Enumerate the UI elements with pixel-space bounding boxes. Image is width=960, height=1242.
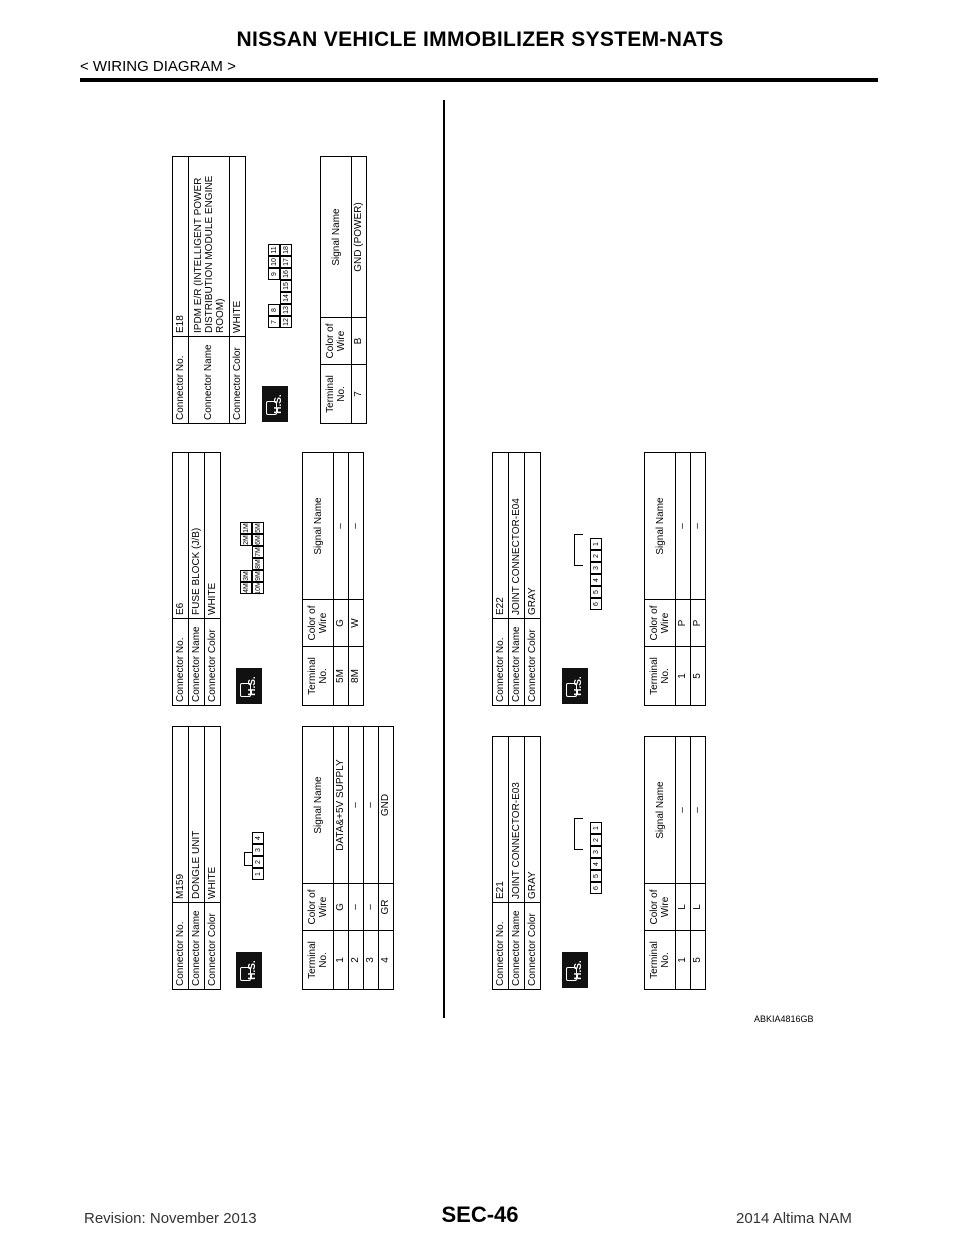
connector-no-label: Connector No. (173, 903, 189, 990)
signal-name: – (349, 727, 364, 884)
connector-e21 (492, 726, 792, 990)
pin-cell (268, 280, 280, 304)
wire-color: P (676, 600, 691, 647)
connector-color-value: WHITE (205, 727, 221, 903)
terminal-table (302, 452, 364, 706)
hs-connector-icon: H.S. (236, 668, 262, 704)
connector-e6 (172, 442, 472, 706)
connector-pinout-top (268, 244, 280, 328)
connector-notch (574, 818, 583, 850)
pin-cell: 15 (280, 280, 292, 292)
connector-color-value: GRAY (525, 737, 541, 903)
signal-name: – (334, 453, 349, 600)
wire-color: P (691, 600, 706, 647)
wire-color-header: Color of Wire (303, 884, 334, 931)
terminal-no-header: Terminal No. (645, 931, 676, 990)
terminal-no: 7 (352, 365, 367, 424)
wire-color: – (349, 884, 364, 931)
connector-no-value: E18 (173, 157, 189, 337)
pin-cell: 9M (252, 570, 264, 582)
signal-name-header: Signal Name (645, 453, 676, 600)
wire-color: – (364, 884, 379, 931)
connector-header-table (172, 452, 221, 706)
terminal-no: 1 (334, 931, 349, 990)
wire-color: G (334, 600, 349, 647)
pin-cell: 17 (280, 256, 292, 268)
pin-cell: 16 (280, 268, 292, 280)
pin-cell (240, 546, 252, 570)
table-row (691, 453, 706, 706)
pin-cell: 3 (590, 846, 602, 858)
terminal-table (644, 736, 706, 990)
connector-name-label: Connector Name (509, 619, 525, 706)
wire-color: L (691, 884, 706, 931)
table-row (691, 737, 706, 990)
connector-name-value: JOINT CONNECTOR-E04 (509, 453, 525, 619)
pin-cell: 3M (240, 570, 252, 582)
signal-name-header: Signal Name (303, 727, 334, 884)
connector-color-label: Connector Color (205, 619, 221, 706)
connector-name-value: JOINT CONNECTOR-E03 (509, 737, 525, 903)
connector-e22 (492, 442, 792, 706)
connector-color-label: Connector Color (525, 619, 541, 706)
connector-name-label: Connector Name (189, 619, 205, 706)
wire-color: L (676, 884, 691, 931)
connector-name-value: IPDM E/R (INTELLIGENT POWER DISTRIBUTION MODULE ENGINE ROOM) (189, 157, 230, 337)
pin-cell: 5M (252, 522, 264, 534)
table-row (334, 727, 349, 990)
pin-cell: 6M (252, 534, 264, 546)
terminal-no: 5 (691, 647, 706, 706)
pin-cell: 1M (240, 522, 252, 534)
connector-no-row (173, 727, 189, 990)
terminal-table (644, 452, 706, 706)
connector-color-value: GRAY (525, 453, 541, 619)
signal-name: – (676, 737, 691, 884)
hs-connector-icon: H.S. (562, 952, 588, 988)
connector-name-value: FUSE BLOCK (J/B) (189, 453, 205, 619)
pin-cell: 11 (268, 244, 280, 256)
pin-cell: 10 (268, 256, 280, 268)
pin-cell: 2 (590, 834, 602, 846)
pin-cell: 18 (280, 244, 292, 256)
connector-name-row (189, 727, 205, 990)
pin-cell: 2M (240, 534, 252, 546)
table-row (334, 453, 349, 706)
connector-no-label: Connector No. (493, 619, 509, 706)
pin-cell: 4 (590, 574, 602, 586)
pin-cell: 4 (590, 858, 602, 870)
table-row (352, 157, 367, 424)
connector-name-label: Connector Name (189, 337, 230, 424)
terminal-no: 4 (379, 931, 394, 990)
connector-name-label: Connector Name (509, 903, 525, 990)
connector-pinout-top (240, 522, 252, 594)
signal-name: – (691, 453, 706, 600)
pin-cell: 5 (590, 870, 602, 882)
signal-name-header: Signal Name (645, 737, 676, 884)
connector-no-value: E21 (493, 737, 509, 903)
signal-name: GND (POWER) (352, 157, 367, 318)
signal-name: – (691, 737, 706, 884)
pin-cell: 6 (590, 598, 602, 610)
connector-no-value: M159 (173, 727, 189, 903)
page-number: SEC-46 (441, 1202, 519, 1227)
signal-name-header: Signal Name (321, 157, 352, 318)
hs-connector-icon: H.S. (262, 386, 288, 422)
pin-cell: 4M (240, 582, 252, 594)
pin-cell: 8M (252, 558, 264, 570)
connector-color-label: Connector Color (525, 903, 541, 990)
connector-header-table (492, 452, 541, 706)
connector-color-value: WHITE (230, 157, 246, 337)
connector-no-label: Connector No. (173, 337, 189, 424)
terminal-no: 2 (349, 931, 364, 990)
pin-cell: 9 (268, 268, 280, 280)
pin-cell: 1 (590, 538, 602, 550)
connector-e18 (172, 152, 472, 424)
connector-no-label: Connector No. (493, 903, 509, 990)
pin-cell: 10M (252, 582, 264, 594)
terminal-no: 1 (676, 931, 691, 990)
table-row (676, 453, 691, 706)
footer-revision: Revision: November 2013 (84, 1210, 257, 1227)
pin-cell: 6 (590, 882, 602, 894)
pin-cell: 2 (252, 856, 264, 868)
terminal-no: 5 (691, 931, 706, 990)
pin-cell: 13 (280, 304, 292, 316)
wire-color: G (334, 884, 349, 931)
hs-connector-icon: H.S. (562, 668, 588, 704)
wire-color-header: Color of Wire (645, 884, 676, 931)
table-row (676, 737, 691, 990)
terminal-no-header: Terminal No. (645, 647, 676, 706)
wire-color-header: Color of Wire (303, 600, 334, 647)
connector-notch (574, 534, 583, 566)
wire-color-header: Color of Wire (321, 318, 352, 365)
pin-cell: 1 (590, 822, 602, 834)
terminal-no: 1 (676, 647, 691, 706)
connector-color-label: Connector Color (230, 337, 246, 424)
diagram-id: ABKIA4816GB (754, 1014, 814, 1024)
pin-cell: 14 (280, 292, 292, 304)
pin-cell: 12 (280, 316, 292, 328)
pin-cell: 3 (590, 562, 602, 574)
pin-cell: 4 (252, 832, 264, 844)
pin-cell: 7M (252, 546, 264, 558)
header-rule (80, 78, 878, 82)
signal-name: – (676, 453, 691, 600)
terminal-no: 3 (364, 931, 379, 990)
terminal-no-header: Terminal No. (303, 931, 334, 990)
connector-pinout (590, 538, 602, 610)
connector-color-row (205, 727, 221, 990)
terminal-table (302, 726, 394, 990)
connector-header-table (172, 726, 221, 990)
connector-name-value: DONGLE UNIT (189, 727, 205, 903)
table-row (349, 453, 364, 706)
wire-color: W (349, 600, 364, 647)
connector-color-label: Connector Color (205, 903, 221, 990)
terminal-no-header: Terminal No. (303, 647, 334, 706)
table-row (349, 727, 364, 990)
terminal-no-header: Terminal No. (321, 365, 352, 424)
pin-cell: 2 (590, 550, 602, 562)
signal-name: DATA&+5V SUPPLY (334, 727, 349, 884)
page-title: NISSAN VEHICLE IMMOBILIZER SYSTEM-NATS (236, 28, 724, 51)
terminal-no: 8M (349, 647, 364, 706)
terminal-no: 5M (334, 647, 349, 706)
section-label: < WIRING DIAGRAM > (80, 58, 236, 75)
connector-color-value: WHITE (205, 453, 221, 619)
pin-cell: 3 (252, 844, 264, 856)
connector-header-table (172, 156, 246, 424)
pin-cell: 7 (268, 316, 280, 328)
connector-pinout (590, 822, 602, 894)
wire-color: B (352, 318, 367, 365)
connector-pinout-bottom (252, 522, 264, 594)
table-row (364, 727, 379, 990)
signal-name: – (349, 453, 364, 600)
connector-notch (244, 852, 253, 866)
pin-cell: 8 (268, 304, 280, 316)
connector-no-value: E6 (173, 453, 189, 619)
connector-no-label: Connector No. (173, 619, 189, 706)
pin-cell: 5 (590, 586, 602, 598)
terminal-table (320, 156, 367, 424)
wire-color: GR (379, 884, 394, 931)
wire-color-header: Color of Wire (645, 600, 676, 647)
footer-model: 2014 Altima NAM (736, 1210, 852, 1227)
connector-name-label: Connector Name (189, 903, 205, 990)
connector-header-table (492, 736, 541, 990)
signal-name: – (364, 727, 379, 884)
connector-pinout (252, 832, 264, 880)
connector-pinout-bottom (280, 244, 292, 328)
pin-cell: 1 (252, 868, 264, 880)
signal-name: GND (379, 727, 394, 884)
table-row (379, 727, 394, 990)
hs-connector-icon: H.S. (236, 952, 262, 988)
connector-no-value: E22 (493, 453, 509, 619)
signal-name-header: Signal Name (303, 453, 334, 600)
